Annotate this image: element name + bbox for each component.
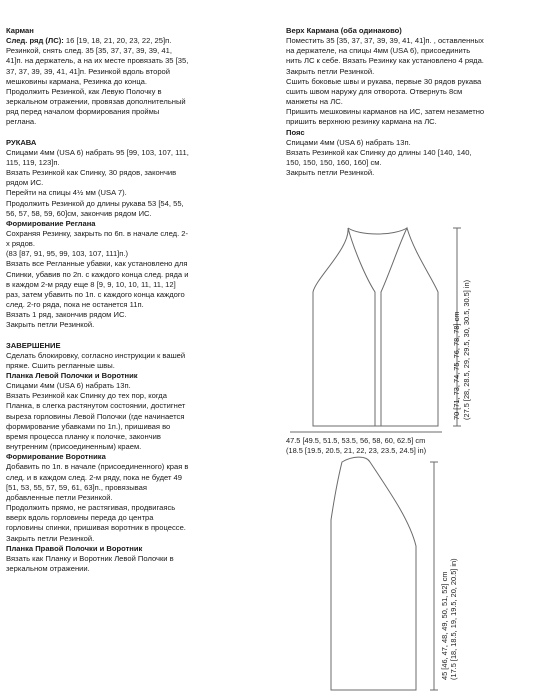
right-band-text [6, 554, 271, 574]
text-line-body: Вязать Резинкой как Спинку до тех пор, когда [6, 391, 167, 401]
text-line-body: Вязать как Планку и Воротник Левой Полочки в [6, 553, 174, 563]
text-line [6, 473, 271, 483]
text-line [6, 534, 271, 544]
back-neck [348, 228, 407, 234]
text-line-body: Сделать блокировку, согласно инструкции к вашей [6, 350, 186, 360]
text-line-body: раз, затем убавить по 1п. с каждого конца каждого [6, 289, 185, 299]
text-line-body: Спинки, убавив по 2п. с каждого конца след. ряда и [6, 269, 189, 279]
text-line [6, 432, 271, 442]
raglan-section [6, 219, 271, 331]
text-line [286, 46, 538, 56]
text-line-body: манжеты на ЛС. [286, 97, 343, 107]
text-line [286, 87, 538, 97]
text-line [6, 503, 271, 513]
text-line-body: 150, 150, 150, 160, 160] см. [286, 158, 382, 168]
text-line [6, 46, 271, 56]
text-line [6, 320, 271, 330]
text-line-body: Добавить по 1п. в начале (присоединенного) края в [6, 462, 189, 472]
text-line [6, 401, 271, 411]
text-line-body: сшить швом наружу для отворота. Отвернуть 8см [286, 86, 463, 96]
text-line [6, 351, 271, 361]
text-line [6, 249, 271, 259]
right-column [286, 26, 538, 178]
text-line [6, 239, 271, 249]
pocket-heading: Карман [6, 26, 34, 35]
pocket-top-heading: Верх Кармана (оба одинаково) [286, 26, 402, 35]
text-line-body: внутренним (присоединенным) краем. [6, 442, 142, 452]
text-line [6, 36, 271, 46]
pocket-section [6, 26, 271, 128]
sleeves-text [6, 148, 271, 219]
text-line-body: Сохраняя Резинку, закрыть по 6п. в начале след. 2- [6, 228, 189, 238]
text-line [6, 107, 271, 117]
right-band-section [6, 544, 271, 574]
text-line-body: Спицами 4мм (USA 6) набрать 95 [99, 103, 107, 111, [6, 147, 189, 157]
text-line-body: Спицами 4мм (USA 6) набрать 13п. [286, 137, 411, 147]
sleeve-length-in-label: (17.5 [18, 18.5, 19, 19.5, 20, 20.5] in) [449, 558, 458, 680]
text-line-body: Планка, в слегка растянутом состоянии, достигнет [6, 401, 186, 411]
body-shape [313, 228, 438, 426]
pocket-top-section [286, 26, 538, 128]
text-line-body: Вязать 1 ряд, закончив рядом ИС. [6, 310, 127, 320]
text-line [286, 138, 538, 148]
collar-heading: Формирование Воротника [6, 452, 106, 462]
text-line [6, 442, 271, 452]
text-line [6, 97, 271, 107]
text-line [6, 259, 271, 269]
text-line [286, 117, 538, 127]
text-line [6, 290, 271, 300]
text-line [6, 77, 271, 87]
text-line-body: добавленные петли Резинкой. [6, 492, 113, 502]
text-line [6, 381, 271, 391]
text-line [6, 117, 271, 127]
text-line-body: Продолжить Резинкой до длины рукава 53 [54, 55, [6, 198, 184, 208]
text-line-body: Закрыть петли Резинкой. [286, 66, 375, 76]
text-line-body: Пришить мешковины карманов на ИС, затем незаметно [286, 107, 485, 117]
text-line [6, 493, 271, 503]
text-line-body: выреза горловины Левой Полочки (где начинается [6, 411, 185, 421]
text-line-body: х рядов. [6, 239, 35, 249]
text-line-body: нить ЛС к себе. Вязать Резинку как установлено 4 ряда. [286, 56, 484, 66]
body-length-in-label: (27.5 [28, 28.5, 29, 29.5, 30, 30.5, 30.5] in) [462, 279, 471, 420]
text-line [286, 67, 538, 77]
text-line-body: пришить верхнюю резинку кармана на ЛС. [286, 117, 437, 127]
raglan-heading: Формирование Реглана [6, 218, 96, 228]
width-in-label: (18.5 [19.5, 20.5, 21, 22, 23, 23.5, 24.5] in) [286, 446, 427, 455]
text-line [6, 148, 271, 158]
text-line-body: Вязать Резинкой как Спинку, 30 рядов, закончив [6, 168, 177, 178]
text-line [6, 483, 271, 493]
text-line [6, 513, 271, 523]
text-line-body: 16 [19, 18, 21, 20, 23, 22, 25]п. [63, 36, 172, 46]
collar-section [6, 452, 271, 543]
text-line-body: горловины спинки, пришивая воротник в процессе. [6, 523, 186, 533]
pocket-top-text [286, 36, 538, 127]
text-line [6, 270, 271, 280]
text-line [286, 77, 538, 87]
text-line [6, 199, 271, 209]
sleeves-heading: РУКАВА [6, 137, 37, 147]
text-line [6, 67, 271, 77]
text-line [6, 158, 271, 168]
left-band-text [6, 381, 271, 452]
finishing-text [6, 351, 271, 371]
text-line-body: [51, 53, 55, 57, 59, 61, 63]п., провязывая [6, 482, 147, 492]
text-line-body: 56, 57, 58, 59, 60]см, закончив рядом ИС. [6, 208, 152, 218]
pocket-text [6, 36, 271, 127]
body-outline [290, 228, 461, 432]
text-line-body: Вязать все Регланные убавки, как установлено для [6, 259, 188, 269]
text-line-body: мешковины кармана, Резинка до конца. [6, 76, 148, 86]
text-line [6, 554, 271, 564]
text-line [6, 168, 271, 178]
body-length-cm-label: 70 [71, 73, 74, 75, 76, 78, 78] cm [452, 311, 461, 420]
sleeves-section [6, 138, 271, 219]
left-band-heading: Планка Левой Полочки и Воротник [6, 371, 138, 380]
collar-text [6, 462, 271, 543]
text-line [6, 462, 271, 472]
left-column [6, 26, 271, 574]
text-line [286, 107, 538, 117]
text-line-body: реглана. [6, 117, 37, 127]
text-line [6, 280, 271, 290]
text-line [6, 412, 271, 422]
text-line-body: Закрыть петли Резинкой. [6, 533, 95, 543]
text-line-body: след. и в каждом след. 2-м ряду, пока не будет 49 [6, 472, 183, 482]
text-line-body: Продолжить прямо, не растягивая, продвигаясь [6, 503, 176, 513]
sleeve-length-cm-label: 45 [46, 47, 48, 49, 50, 51, 52] cm [440, 571, 449, 680]
text-line-body: 41]п. на держатель, а на их месте провязать 35 [35, [6, 56, 189, 66]
text-line [6, 391, 271, 401]
text-line-body: Резинкой, снять след. 35 [35, 37, 37, 39, 39, 41, [6, 46, 172, 56]
left-band-section [6, 371, 271, 452]
text-line [6, 422, 271, 432]
text-line-body: на держателе, на спицы 4мм (USA 6), присоединить [286, 46, 471, 56]
text-line [6, 310, 271, 320]
sleeve-shape [331, 457, 416, 690]
text-line [286, 36, 538, 46]
text-line-body: 37, 37, 39, 39, 41, 41]п. Резинкой вдоль второй [6, 66, 171, 76]
sleeve-outline [331, 457, 438, 690]
text-line [286, 168, 538, 178]
belt-section [286, 128, 538, 179]
right-band-heading: Планка Правой Полочки и Воротник [6, 543, 143, 553]
text-line [6, 300, 271, 310]
text-line [6, 564, 271, 574]
text-line [6, 87, 271, 97]
text-line [6, 188, 271, 198]
text-line [6, 178, 271, 188]
text-line [6, 523, 271, 533]
finishing-heading: ЗАВЕРШЕНИЕ [6, 340, 61, 350]
belt-heading: Пояс [286, 127, 305, 137]
text-line-body: вверх вдоль горловины переда до центра [6, 513, 154, 523]
text-line [6, 209, 271, 219]
finishing-section [6, 341, 271, 371]
text-line-body: Вязать Резинкой как Спинку до длины 140 [140, 140, [286, 147, 472, 157]
text-line [286, 148, 538, 158]
text-line [6, 56, 271, 66]
text-line-body: в каждом 2-м ряду еще 8 [9, 9, 10, 10, 11, 11, 12] [6, 279, 176, 289]
text-line-body: ряд перед началом формирования проймы [6, 107, 160, 117]
text-line-body: время процесса планку к полочке, закончив [6, 431, 161, 441]
text-line-body: формирование убавками по 1п.), пришивая во [6, 421, 171, 431]
text-line [286, 56, 538, 66]
text-line-body: зеркальном отражении, провязав дополнительный [6, 97, 186, 107]
raglan-text [6, 229, 271, 331]
text-line [286, 97, 538, 107]
text-line-body: 115, 119, 123]п. [6, 157, 60, 167]
belt-text [286, 138, 538, 179]
text-line-body: Спицами 4мм (USA 6) набрать 13п. [6, 381, 131, 391]
text-line [6, 361, 271, 371]
width-cm-label: 47.5 [49.5, 51.5, 53.5, 56, 58, 60, 62.5] cm [286, 436, 426, 445]
text-line-body: пряже. Сшить регланные швы. [6, 360, 115, 370]
text-line-body: Сшить боковые швы и рукава, первые 30 рядов рукава [286, 76, 482, 86]
text-line-body: Перейти на спицы 4½ мм (USA 7). [6, 188, 127, 198]
text-line [6, 229, 271, 239]
text-line-body: след. 2-го ряда, пока не останется 11п. [6, 300, 144, 310]
text-line-body: зеркальном отражении. [6, 563, 90, 573]
text-line-body: рядом ИС. [6, 178, 44, 188]
text-line-body: Закрыть петли Резинкой. [286, 168, 375, 178]
text-line [286, 158, 538, 168]
text-line-body: Закрыть петли Резинкой. [6, 320, 95, 330]
text-line-bold: След. ряд (ЛС): [6, 36, 64, 46]
text-line-body: Продолжить Резинкой, как Левую Полочку в [6, 86, 162, 96]
text-line-body: Поместить 35 [35, 37, 37, 39, 39, 41, 41]п. , оставленных [286, 36, 484, 46]
text-line-body: (83 [87, 91, 95, 99, 103, 107, 111]п.) [6, 249, 129, 259]
